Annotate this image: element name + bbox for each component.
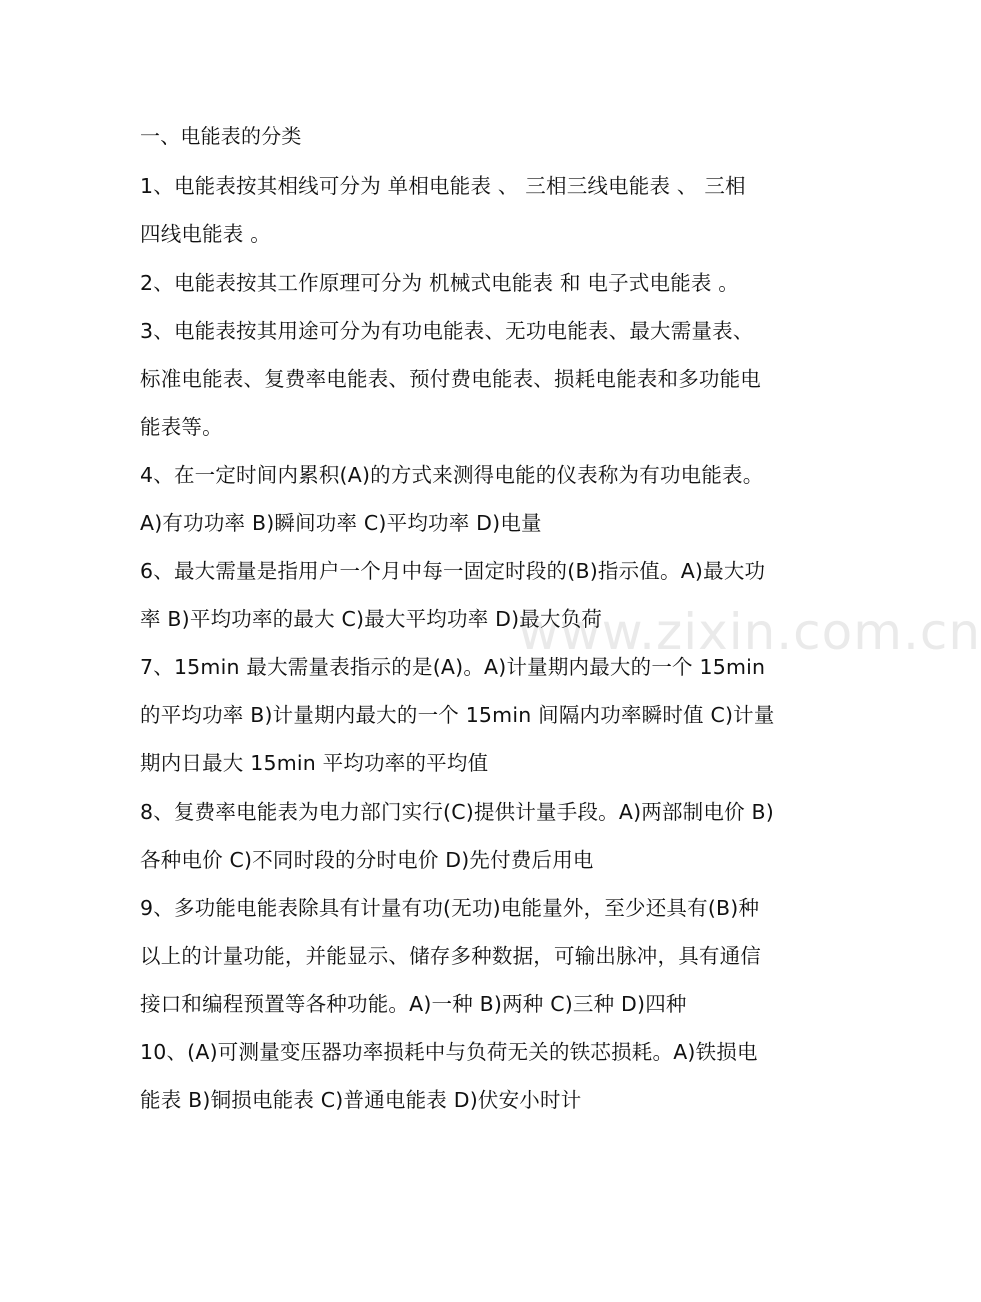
text-line: 能表等。 bbox=[140, 415, 223, 439]
text-line: 的平均功率 B)计量期内最大的一个 15min 间隔内功率瞬时值 C)计量 bbox=[140, 703, 775, 727]
section-title: 一、电能表的分类 bbox=[140, 124, 302, 148]
text-line: 7、15min 最大需量表指示的是(A)。A)计量期内最大的一个 15min bbox=[140, 655, 766, 679]
text-line: 期内日最大 15min 平均功率的平均值 bbox=[140, 751, 489, 775]
text-line: 6、最大需量是指用户一个月中每一固定时段的(B)指示值。A)最大功 bbox=[140, 559, 766, 583]
text-line: 以上的计量功能，并能显示、储存多种数据，可输出脉冲，具有通信 bbox=[140, 944, 761, 968]
text-line: 率 B)平均功率的最大 C)最大平均功率 D)最大负荷 bbox=[140, 607, 603, 631]
text-line: 3、电能表按其用途可分为有功电能表、无功电能表、最大需量表、 bbox=[140, 319, 754, 343]
text-line: 1、电能表按其相线可分为 单相电能表 、 三相三线电能表 、 三相 bbox=[140, 174, 746, 198]
text-line: 8、复费率电能表为电力部门实行(C)提供计量手段。A)两部制电价 B) bbox=[140, 800, 774, 824]
text-line: 各种电价 C)不同时段的分时电价 D)先付费后用电 bbox=[140, 848, 594, 872]
text-line: 能表 B)铜损电能表 C)普通电能表 D)伏安小时计 bbox=[140, 1088, 582, 1112]
text-line: 2、电能表按其工作原理可分为 机械式电能表 和 电子式电能表 。 bbox=[140, 271, 740, 295]
text-line: 接口和编程预置等各种功能。A)一种 B)两种 C)三种 D)四种 bbox=[140, 992, 687, 1016]
watermark: www.zixin.com.cn bbox=[518, 603, 981, 661]
text-line: 标准电能表、复费率电能表、预付费电能表、损耗电能表和多功能电 bbox=[140, 367, 761, 391]
text-line: A)有功功率 B)瞬间功率 C)平均功率 D)电量 bbox=[140, 511, 542, 535]
text-line: 四线电能表 。 bbox=[140, 222, 271, 246]
text-line: 4、在一定时间内累积(A)的方式来测得电能的仪表称为有功电能表。 bbox=[140, 463, 764, 487]
text-line: 9、多功能电能表除具有计量有功(无功)电能量外，至少还具有(B)种 bbox=[140, 896, 760, 920]
text-line: 10、(A)可测量变压器功率损耗中与负荷无关的铁芯损耗。A)铁损电 bbox=[140, 1040, 758, 1064]
